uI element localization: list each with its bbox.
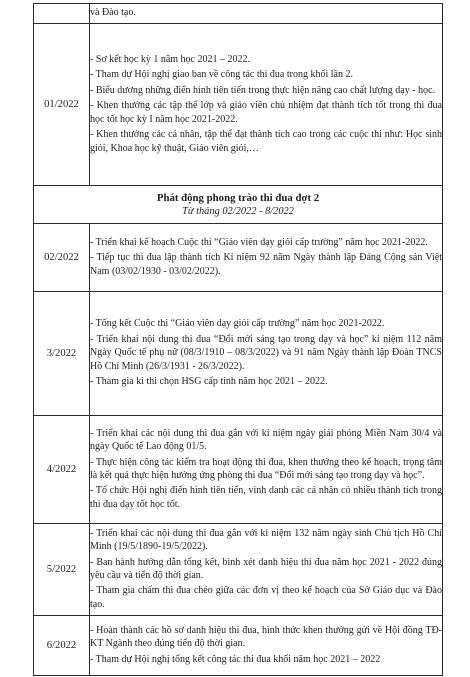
list-item: - Triển khai nội dung thi đua “Đổi mới sáng tạo trong dạy và học” kỉ niệm 112 năm Ngày Quốc tế phụ nữ (08/3/1910 – 08/3/2022) và 91 năm Ngày thành lập Đoàn TNCS Hồ Chí Minh (26/3/1931 - 26/3/2022). — [90, 333, 442, 372]
phase-title: Phát động phong trào thi đua đợt 2 — [156, 191, 320, 204]
list-item: - Tham dự Hội nghị tổng kết công tác thi đua khối năm học 2021 – 2022 — [90, 653, 381, 665]
content-cell — [90, 24, 443, 186]
list-item: - Tham dự Hội nghị giao ban về công tác thi đua trong khối lần 2. — [90, 69, 353, 81]
list-item: - Tham gia chấm thi đua chéo giữa các đơn vị theo kế hoạch của Sở Giáo dục và Đào tạo. — [90, 585, 442, 610]
content-cell — [90, 224, 443, 292]
list-item: - Khen thưởng các tập thể lớp và giáo viên chủ nhiệm đạt thành tích tốt trong thi đua học tốt học kỳ I năm học 2021-2022. — [90, 100, 442, 125]
list-item: - Triển khai kế hoạch Cuộc thi “Giáo viên dạy giỏi cấp trường” năm học 2021-2022. — [90, 236, 428, 248]
phase-row — [34, 186, 443, 224]
list-item: - Tổ chức Hội nghị điển hình tiên tiến, vinh danh các cá nhân có nhiều thành tích trong thi đua dạy tốt học tốt. — [90, 485, 442, 510]
phase-period: Từ tháng 02/2022 - 8/2022 — [182, 205, 294, 217]
month-cell: 3/2022 — [34, 292, 90, 416]
content-cell — [90, 616, 443, 676]
list-item: - Triển khai các nội dung thi đua gắn với kỉ niệm 132 năm ngày sinh Chủ tịch Hồ Chí Minh (19/5/1890-19/5/2022). — [90, 527, 442, 553]
list-item: - Tiếp tục thi đua lập thành tích Kỉ niệm 92 năm Ngày thành lập Đảng Cộng sản Việt Nam (03/02/1930 - 03/02/2022). — [90, 252, 442, 277]
table-row — [34, 524, 443, 616]
month-cell: 5/2022 — [34, 524, 90, 616]
content-cell — [90, 416, 443, 524]
plan-table — [33, 3, 443, 676]
table-row — [34, 4, 443, 24]
list-item: - Thực hiện công tác kiểm tra hoạt động thi đua, khen thưởng theo kế hoạch, trọng tâm là kết quả thực hiện hưởng ứng phòng thi đua “Đổi mới sáng tạo trong dạy và học”. — [90, 456, 442, 481]
month-cell: 02/2022 — [34, 224, 90, 292]
list-item: - Tham gia kì thi chọn HSG cấp tỉnh năm học 2021 – 2022. — [90, 376, 328, 388]
list-item: - Biểu dương những điển hình tiên tiến trong thực hiện nâng cao chất lượng dạy - học. — [90, 84, 435, 96]
month-cell: 6/2022 — [34, 616, 90, 676]
table-row — [34, 24, 443, 186]
content-cell — [90, 4, 443, 24]
list-item: - Ban hành hướng dẫn tổng kết, bình xét danh hiệu thi đua năm học 2021 - 2022 đúng yêu cầu và tiến độ thời gian. — [90, 556, 442, 581]
list-item: - Hoàn thành các hồ sơ danh hiệu thi đua, hình thức khen thưởng gửi về Hội đồng TĐ-KT Ngành theo đúng tiến độ thời gian. — [90, 624, 442, 650]
table-row — [34, 616, 443, 676]
list-item: và Đào tạo. — [90, 7, 136, 19]
list-item: - Sơ kết học kỳ 1 năm học 2021 – 2022. — [90, 54, 250, 66]
list-item: - Khen thưởng các cá nhân, tập thể đạt thành tích cao trong các cuộc thi như: Học sinh giỏi, Khoa học kỹ thuật, Giáo viên giỏi,… — [90, 129, 442, 154]
list-item: - Tổng kết Cuộc thi “Giáo viên dạy giỏi cấp trường” năm học 2021-2022. — [90, 318, 385, 330]
table-row — [34, 416, 443, 524]
month-cell — [34, 4, 90, 24]
list-item: - Triển khai các nội dung thi đua gắn với kỉ niệm ngày giải phóng Miền Nam 30/4 và ngày Quốc tế Lao động 01/5. — [90, 427, 442, 453]
content-cell — [90, 292, 443, 416]
table-row — [34, 224, 443, 292]
month-cell: 4/2022 — [34, 416, 90, 524]
table-row — [34, 292, 443, 416]
phase-header — [34, 186, 443, 224]
content-cell — [90, 524, 443, 616]
month-cell: 01/2022 — [34, 24, 90, 186]
